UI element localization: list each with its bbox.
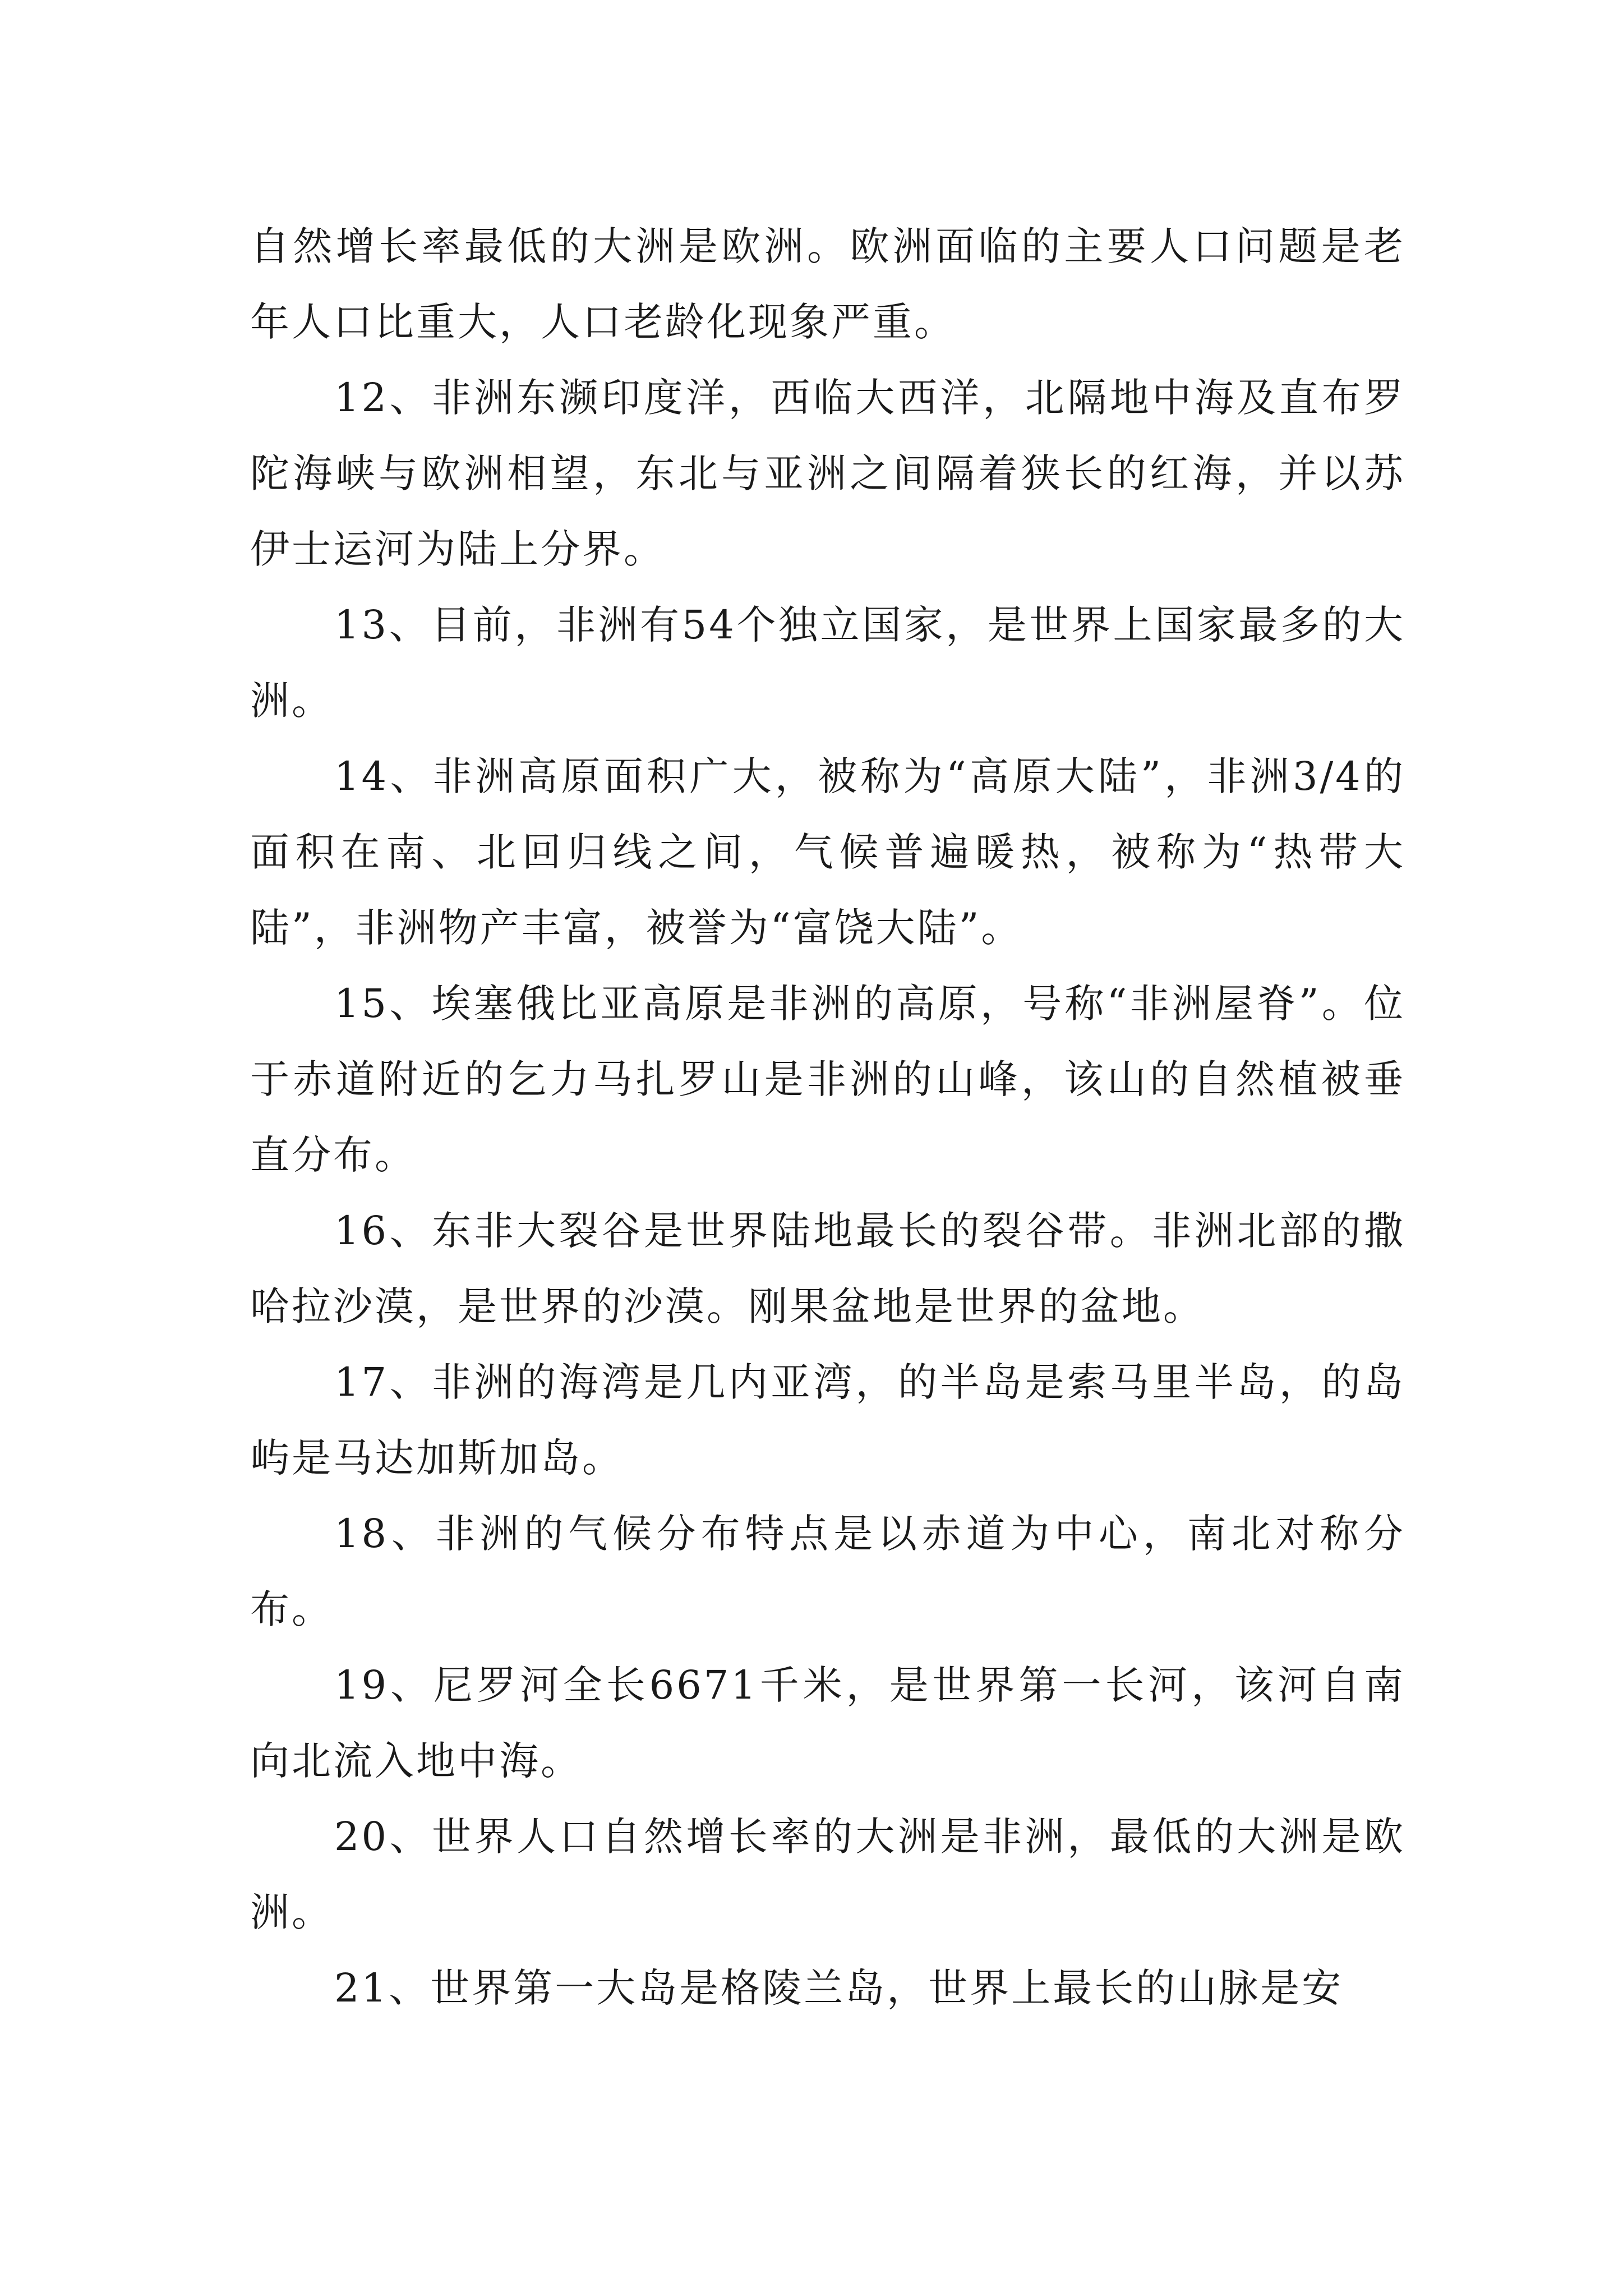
paragraph-19: 19、尼罗河全长6671千米，是世界第一长河，该河自南向北流入地中海。 (250, 1662, 1405, 1784)
paragraph-13: 13、目前，非洲有54个独立国家，是世界上国家最多的大洲。 (250, 602, 1405, 724)
paragraph-15: 15、埃塞俄比亚高原是非洲的高原，号称“非洲屋脊”。位于赤道附近的乞力马扎罗山是非洲的山峰，该山的自然植被垂直分布。 (250, 981, 1405, 1178)
paragraph-12: 12、非洲东濒印度洋，西临大西洋，北隔地中海及直布罗陀海峡与欧洲相望，东北与亚洲之间隔着狭长的红海，并以苏伊士运河为陆上分界。 (250, 375, 1405, 572)
paragraph-continuation: 自然增长率最低的大洲是欧洲。欧洲面临的主要人口问题是老年人口比重大，人口老龄化现象严重。 (250, 223, 1405, 345)
paragraph-17: 17、非洲的海湾是几内亚湾，的半岛是索马里半岛，的岛屿是马达加斯加岛。 (250, 1359, 1405, 1481)
paragraph-16: 16、东非大裂谷是世界陆地最长的裂谷带。非洲北部的撒哈拉沙漠，是世界的沙漠。刚果盆地是世界的盆地。 (250, 1208, 1405, 1329)
document-body (250, 209, 1405, 2026)
paragraph-18: 18、非洲的气候分布特点是以赤道为中心，南北对称分布。 (250, 1511, 1405, 1632)
paragraph-21: 21、世界第一大岛是格陵兰岛，世界上最长的山脉是安 (334, 1965, 1344, 2011)
paragraph-14: 14、非洲高原面积广大，被称为“高原大陆”，非洲3/4的面积在南、北回归线之间，气候普遍暖热，被称为“热带大陆”，非洲物产丰富，被誉为“富饶大陆”。 (250, 753, 1405, 951)
paragraph-20: 20、世界人口自然增长率的大洲是非洲，最低的大洲是欧洲。 (250, 1814, 1405, 1935)
